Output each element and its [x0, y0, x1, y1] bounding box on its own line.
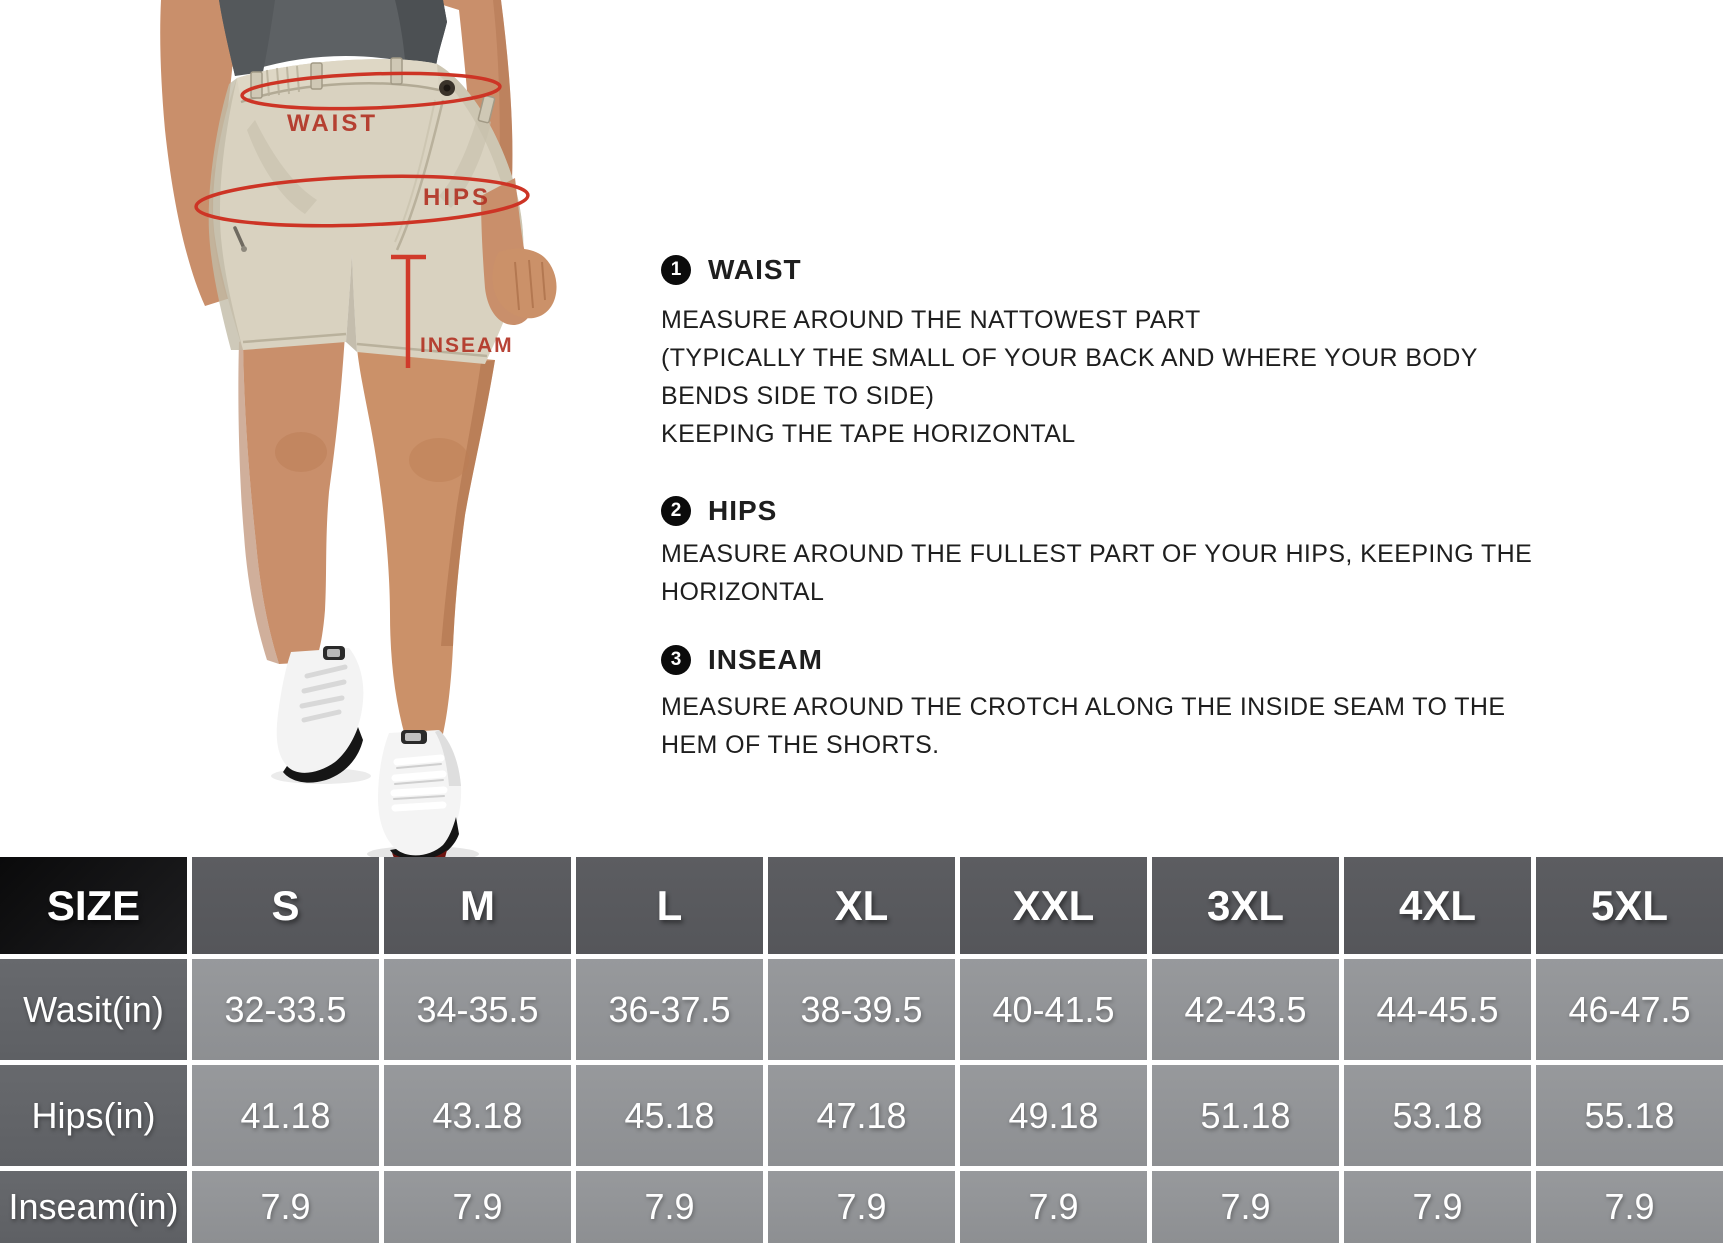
legs	[238, 334, 495, 736]
table-header-3xl: 3XL	[1152, 857, 1339, 954]
measurement-instructions	[661, 254, 1533, 764]
step-1-line: KEEPING THE TAPE HORIZONTAL	[661, 420, 1076, 448]
left-knee-shading	[275, 432, 327, 472]
step-2-badge: 2	[661, 496, 691, 526]
table-header-4xl: 4XL	[1344, 857, 1531, 954]
instruction-section-waist	[661, 255, 1491, 453]
row-label-hips: Hips(in)	[0, 1065, 187, 1166]
right-hand	[481, 178, 557, 325]
step-3-title: INSEAM	[708, 644, 823, 675]
step-2-line: MEASURE AROUND THE FULLEST PART OF YOUR HIPS, KEEPING THE	[661, 540, 1533, 568]
inseam-value: 7.9	[384, 1171, 571, 1243]
waist-value: 40-41.5	[960, 959, 1147, 1060]
table-header-5xl: 5XL	[1536, 857, 1723, 954]
hips-value: 41.18	[192, 1065, 379, 1166]
instruction-section-inseam	[661, 644, 1506, 764]
hips-label: HIPS	[423, 184, 492, 211]
waist-value: 36-37.5	[576, 959, 763, 1060]
step-1-line: BENDS SIDE TO SIDE)	[661, 382, 935, 410]
waist-value: 32-33.5	[192, 959, 379, 1060]
inseam-value: 7.9	[576, 1171, 763, 1243]
hips-value: 47.18	[768, 1065, 955, 1166]
table-header-size: SIZE	[0, 857, 187, 954]
waist-label: WAIST	[287, 110, 378, 137]
hips-value: 55.18	[1536, 1065, 1723, 1166]
size-chart-table	[0, 857, 1723, 1246]
inseam-value: 7.9	[192, 1171, 379, 1243]
right-knee-shading	[409, 438, 469, 482]
step-2-title: HIPS	[708, 495, 778, 526]
table-header-xl: XL	[768, 857, 955, 954]
step-1-line: MEASURE AROUND THE NATTOWEST PART	[661, 306, 1201, 334]
hips-value: 49.18	[960, 1065, 1147, 1166]
hips-value: 43.18	[384, 1065, 571, 1166]
step-1-badge: 1	[661, 255, 691, 285]
step-2-line: HORIZONTAL	[661, 578, 825, 606]
right-shoe	[378, 730, 461, 860]
waist-value: 34-35.5	[384, 959, 571, 1060]
hips-value: 51.18	[1152, 1065, 1339, 1166]
waist-value: 42-43.5	[1152, 959, 1339, 1060]
waist-value: 44-45.5	[1344, 959, 1531, 1060]
inseam-value: 7.9	[1536, 1171, 1723, 1243]
inseam-value: 7.9	[960, 1171, 1147, 1243]
step-3-badge: 3	[661, 645, 691, 675]
inseam-value: 7.9	[768, 1171, 955, 1243]
step-1-title: WAIST	[708, 254, 802, 285]
row-label-waist: Wasit(in)	[0, 959, 187, 1060]
table-header-s: S	[192, 857, 379, 954]
table-header-xxl: XXL	[960, 857, 1147, 954]
step-1-line: (TYPICALLY THE SMALL OF YOUR BACK AND WHERE YOUR BODY	[661, 344, 1478, 372]
row-label-inseam: Inseam(in)	[0, 1171, 187, 1243]
inseam-value: 7.9	[1344, 1171, 1531, 1243]
instruction-section-hips	[661, 495, 1533, 611]
model-photo	[95, 0, 595, 860]
step-3-line: HEM OF THE SHORTS.	[661, 731, 940, 759]
hips-value: 45.18	[576, 1065, 763, 1166]
model-illustration	[95, 0, 595, 860]
inseam-label: INSEAM	[420, 334, 514, 357]
waist-value: 38-39.5	[768, 959, 955, 1060]
inseam-value: 7.9	[1152, 1171, 1339, 1243]
waist-value: 46-47.5	[1536, 959, 1723, 1060]
step-3-line: MEASURE AROUND THE CROTCH ALONG THE INSIDE SEAM TO THE	[661, 693, 1506, 721]
table-header-m: M	[384, 857, 571, 954]
left-shoe	[277, 646, 364, 783]
table-header-l: L	[576, 857, 763, 954]
hips-value: 53.18	[1344, 1065, 1531, 1166]
